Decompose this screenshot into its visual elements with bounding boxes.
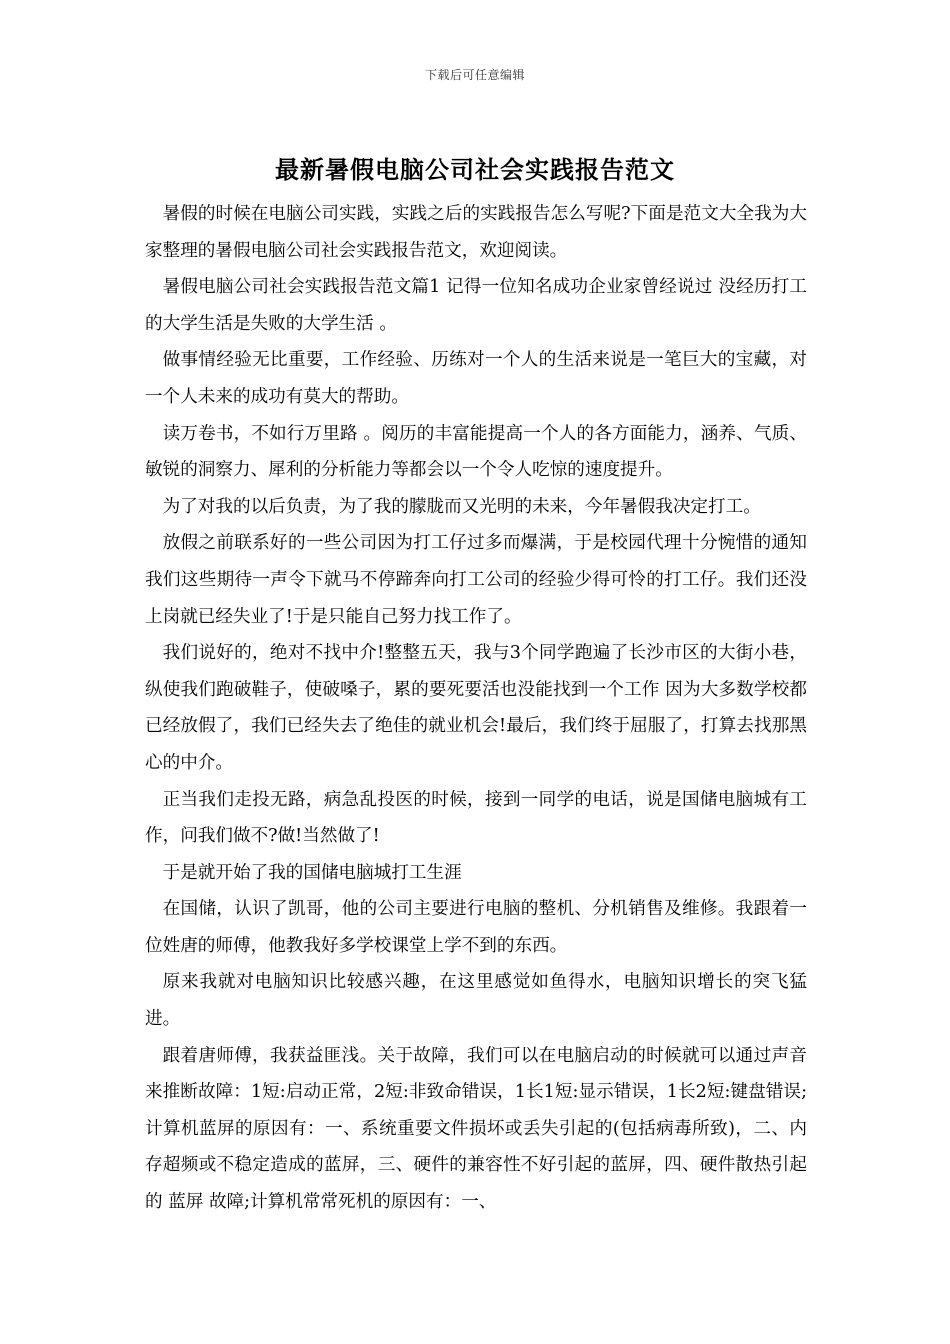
paragraph: 于是就开始了我的国储电脑城打工生涯: [162, 862, 462, 883]
paragraph: 做事情经验无比重要，工作经验、历练对一个人的生活来说是一笔巨大的宝藏，对一个人未来的成功有莫大的帮助。: [145, 350, 807, 407]
document-title: 最新暑假电脑公司社会实践报告范文: [275, 155, 675, 184]
paragraph: 跟着唐师傅，我获益匪浅。关于故障，我们可以在电脑启动的时候就可以通过声音来推断故障：1短:启动正常，2短:非致命错误，1长1短:显示错误，1长2短:键盘错误;计算机蓝屏的原因有：一、系统重要文件损坏或丢失引起的(包括病毒所致)，二、内存超频或不稳定造成的蓝屏，三、硬件的兼容性不好引起的蓝屏，四、硬件散热引起的 蓝屏 故障;计算机常常死机的原因有：一、: [145, 1045, 807, 1213]
paragraph: 为了对我的以后负责，为了我的朦胧而又光明的未来，今年暑假我决定打工。: [162, 496, 761, 517]
paragraph: 原来我就对电脑知识比较感兴趣，在这里感觉如鱼得水，电脑知识增长的突飞猛进。: [145, 972, 807, 1030]
paragraph: 在国储，认识了凯哥，他的公司主要进行电脑的整机、分机销售及维修。我跟着一位姓唐的师傅，他教我好多学校课堂上学不到的东西。: [145, 899, 807, 956]
paragraph: 正当我们走投无路，病急乱投医的时候，接到一同学的电话，说是国储电脑城有工作，问我们做不?做!当然做了!: [145, 789, 807, 847]
paragraph: 暑假电脑公司社会实践报告范文篇1 记得一位知名成功企业家曾经说过 没经历打工的大学生活是失败的大学生活 。: [145, 277, 807, 334]
paragraph: 放假之前联系好的一些公司因为打工仔过多而爆满，于是校园代理十分惋惜的通知我们这些期待一声令下就马不停蹄奔向打工公司的经验少得可怜的打工仔。我们还没上岗就已经失业了!于是只能自己努力找工作了。: [145, 533, 807, 627]
paragraph: 读万卷书，不如行万里路 。阅历的丰富能提高一个人的各方面能力，涵养、气质、敏锐的洞察力、犀利的分析能力等都会以一个令人吃惊的速度提升。: [145, 423, 807, 481]
paragraph: 暑假的时候在电脑公司实践，实践之后的实践报告怎么写呢?下面是范文大全我为大家整理的暑假电脑公司社会实践报告范文，欢迎阅读。: [145, 204, 807, 261]
document-body: [145, 196, 807, 1221]
paragraph: 我们说好的，绝对不找中介!整整五天，我与3个同学跑遍了长沙市区的大街小巷，纵使我们跑破鞋子，使破嗓子，累的要死要活也没能找到一个工作 因为大多数学校都已经放假了，我们已经失去了绝佳的就业机会!最后，我们终于屈服了，打算去找那黑心的中介。: [145, 643, 807, 773]
header-note: 下载后可任意编辑: [424, 68, 525, 82]
